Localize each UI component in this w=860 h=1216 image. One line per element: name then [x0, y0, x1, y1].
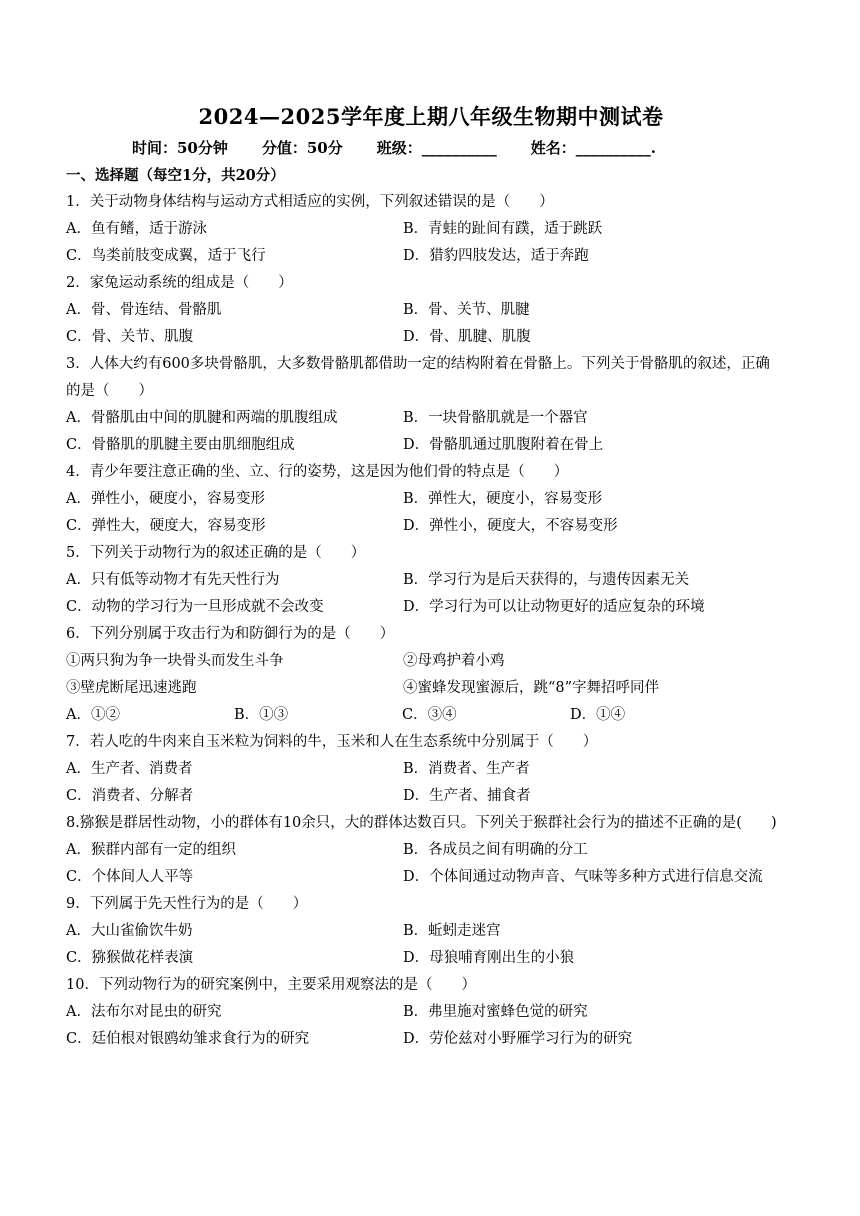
answer-option[interactable]: C．骨骼肌的肌腱主要由肌细胞组成 — [66, 437, 295, 453]
answer-option[interactable]: C．个体间人人平等 — [66, 869, 194, 885]
answer-option[interactable]: C．弹性大，硬度大，容易变形 — [66, 518, 266, 534]
answer-option[interactable]: B．一块骨骼肌就是一个器官 — [403, 410, 588, 426]
answer-option[interactable]: C．③④ — [402, 707, 457, 723]
option-row — [66, 405, 796, 432]
statement-row — [66, 675, 796, 702]
answer-option[interactable]: B．青蛙的趾间有蹼，适于跳跃 — [403, 221, 603, 237]
question-stem: 6．下列分别属于攻击行为和防御行为的是（ ） — [66, 626, 395, 642]
answer-option[interactable]: C．廷伯根对银鸥幼雏求食行为的研究 — [66, 1031, 310, 1047]
answer-option[interactable]: A．生产者、消费者 — [66, 761, 193, 777]
question-stem: 的是（ ） — [66, 383, 153, 399]
option-row — [66, 783, 796, 810]
option-row — [66, 216, 796, 243]
answer-option[interactable]: C．骨、关节、肌腹 — [66, 329, 194, 345]
statement-item: ③壁虎断尾迅速逃跑 — [66, 680, 197, 696]
answer-option[interactable]: A．鱼有鳍，适于游泳 — [66, 221, 207, 237]
option-row — [66, 486, 796, 513]
option-row — [66, 567, 796, 594]
option-row — [66, 756, 796, 783]
question-stem: 8.猕猴是群居性动物，小的群体有10余只，大的群体达数百只。下列关于猴群社会行为的描述不正确的是( ) — [66, 815, 777, 831]
question-stem: 2．家兔运动系统的组成是（ ） — [66, 275, 293, 291]
question-6 — [66, 621, 796, 729]
answer-option[interactable]: C．消费者、分解者 — [66, 788, 194, 804]
answer-option[interactable]: C．猕猴做花样表演 — [66, 950, 194, 966]
option-row — [66, 324, 796, 351]
answer-option[interactable]: A．大山雀偷饮牛奶 — [66, 923, 193, 939]
option-row — [66, 837, 796, 864]
option-row — [66, 702, 796, 729]
answer-option[interactable]: C．鸟类前肢变成翼，适于飞行 — [66, 248, 266, 264]
option-row — [66, 594, 796, 621]
exam-title: 2024—2025学年度上期八年级生物期中测试卷 — [198, 104, 664, 129]
question-3 — [66, 351, 796, 459]
option-row — [66, 243, 796, 270]
answer-option[interactable]: D．生产者、捕食者 — [403, 788, 531, 804]
answer-option[interactable]: D．母狼哺育刚出生的小狼 — [403, 950, 575, 966]
answer-option[interactable]: B．消费者、生产者 — [403, 761, 530, 777]
option-row — [66, 999, 796, 1026]
question-8 — [66, 810, 796, 891]
exam-time: 时间：50分钟 — [132, 139, 228, 157]
answer-option[interactable]: A．骨骼肌由中间的肌腱和两端的肌腹组成 — [66, 410, 338, 426]
answer-option[interactable]: A．弹性小，硬度小，容易变形 — [66, 491, 265, 507]
answer-option[interactable]: D．猎豹四肢发达，适于奔跑 — [403, 248, 589, 264]
answer-option[interactable]: D．骨骼肌通过肌腹附着在骨上 — [403, 437, 604, 453]
question-5 — [66, 540, 796, 621]
answer-option[interactable]: B．弹性大，硬度小，容易变形 — [403, 491, 603, 507]
question-stem: 1．关于动物身体结构与运动方式相适应的实例，下列叙述错误的是（ ） — [66, 194, 554, 210]
answer-option[interactable]: D．①④ — [570, 707, 626, 723]
question-list — [66, 189, 796, 1053]
question-7 — [66, 729, 796, 810]
answer-option[interactable]: B．弗里施对蜜蜂色觉的研究 — [403, 1004, 588, 1020]
question-stem: 9．下列属于先天性行为的是（ ） — [66, 896, 308, 912]
answer-option[interactable]: D．劳伦兹对小野雁学习行为的研究 — [403, 1031, 633, 1047]
option-row — [66, 864, 796, 891]
statement-item: ②母鸡护着小鸡 — [403, 653, 505, 669]
exam-score: 分值：50分 — [261, 139, 343, 157]
answer-option[interactable]: A．①② — [66, 707, 120, 723]
answer-option[interactable]: B．骨、关节、肌腱 — [403, 302, 530, 318]
answer-option[interactable]: D．个体间通过动物声音、气味等多种方式进行信息交流 — [403, 869, 763, 885]
option-row — [66, 1026, 796, 1053]
class-field: 班级：__________ — [376, 139, 497, 157]
answer-option[interactable]: B．①③ — [234, 707, 289, 723]
option-row — [66, 432, 796, 459]
answer-option[interactable]: A．骨、骨连结、骨骼肌 — [66, 302, 222, 318]
question-stem: 7．若人吃的牛肉来自玉米粒为饲料的牛，玉米和人在生态系统中分别属于（ ） — [66, 734, 598, 750]
answer-option[interactable]: B．各成员之间有明确的分工 — [403, 842, 588, 858]
answer-option[interactable]: A．猴群内部有一定的组织 — [66, 842, 236, 858]
answer-option[interactable]: D．骨、肌腱、肌腹 — [403, 329, 531, 345]
answer-option[interactable]: B．学习行为是后天获得的，与遗传因素无关 — [403, 572, 690, 588]
name-field: 姓名：__________. — [530, 139, 656, 157]
answer-option[interactable]: C．动物的学习行为一旦形成就不会改变 — [66, 599, 324, 615]
option-row — [66, 297, 796, 324]
answer-option[interactable]: B．蚯蚓走迷宫 — [403, 923, 501, 939]
question-stem: 3．人体大约有600多块骨骼肌，大多数骨骼肌都借助一定的结构附着在骨骼上。下列关于骨骼肌的叙述，正确 — [66, 356, 770, 372]
question-10 — [66, 972, 796, 1053]
answer-option[interactable]: A．只有低等动物才有先天性行为 — [66, 572, 280, 588]
question-4 — [66, 459, 796, 540]
question-stem: 10．下列动物行为的研究案例中，主要采用观察法的是（ ） — [66, 977, 476, 993]
exam-info-row — [66, 134, 796, 162]
statement-row — [66, 648, 796, 675]
statement-item: ④蜜蜂发现蜜源后，跳“8”字舞招呼同伴 — [403, 680, 660, 696]
option-row — [66, 945, 796, 972]
question-stem: 5．下列关于动物行为的叙述正确的是（ ） — [66, 545, 366, 561]
answer-option[interactable]: A．法布尔对昆虫的研究 — [66, 1004, 222, 1020]
option-row — [66, 513, 796, 540]
answer-option[interactable]: D．学习行为可以让动物更好的适应复杂的环境 — [403, 599, 705, 615]
question-2 — [66, 270, 796, 351]
section-heading: 一、选择题（每空1分，共20分） — [66, 167, 285, 184]
question-stem: 4．青少年要注意正确的坐、立、行的姿势，这是因为他们骨的特点是（ ） — [66, 464, 569, 480]
question-9 — [66, 891, 796, 972]
statement-item: ①两只狗为争一块骨头而发生斗争 — [66, 653, 284, 669]
exam-page — [66, 100, 796, 1053]
answer-option[interactable]: D．弹性小，硬度大，不容易变形 — [403, 518, 618, 534]
question-1 — [66, 189, 796, 270]
option-row — [66, 918, 796, 945]
